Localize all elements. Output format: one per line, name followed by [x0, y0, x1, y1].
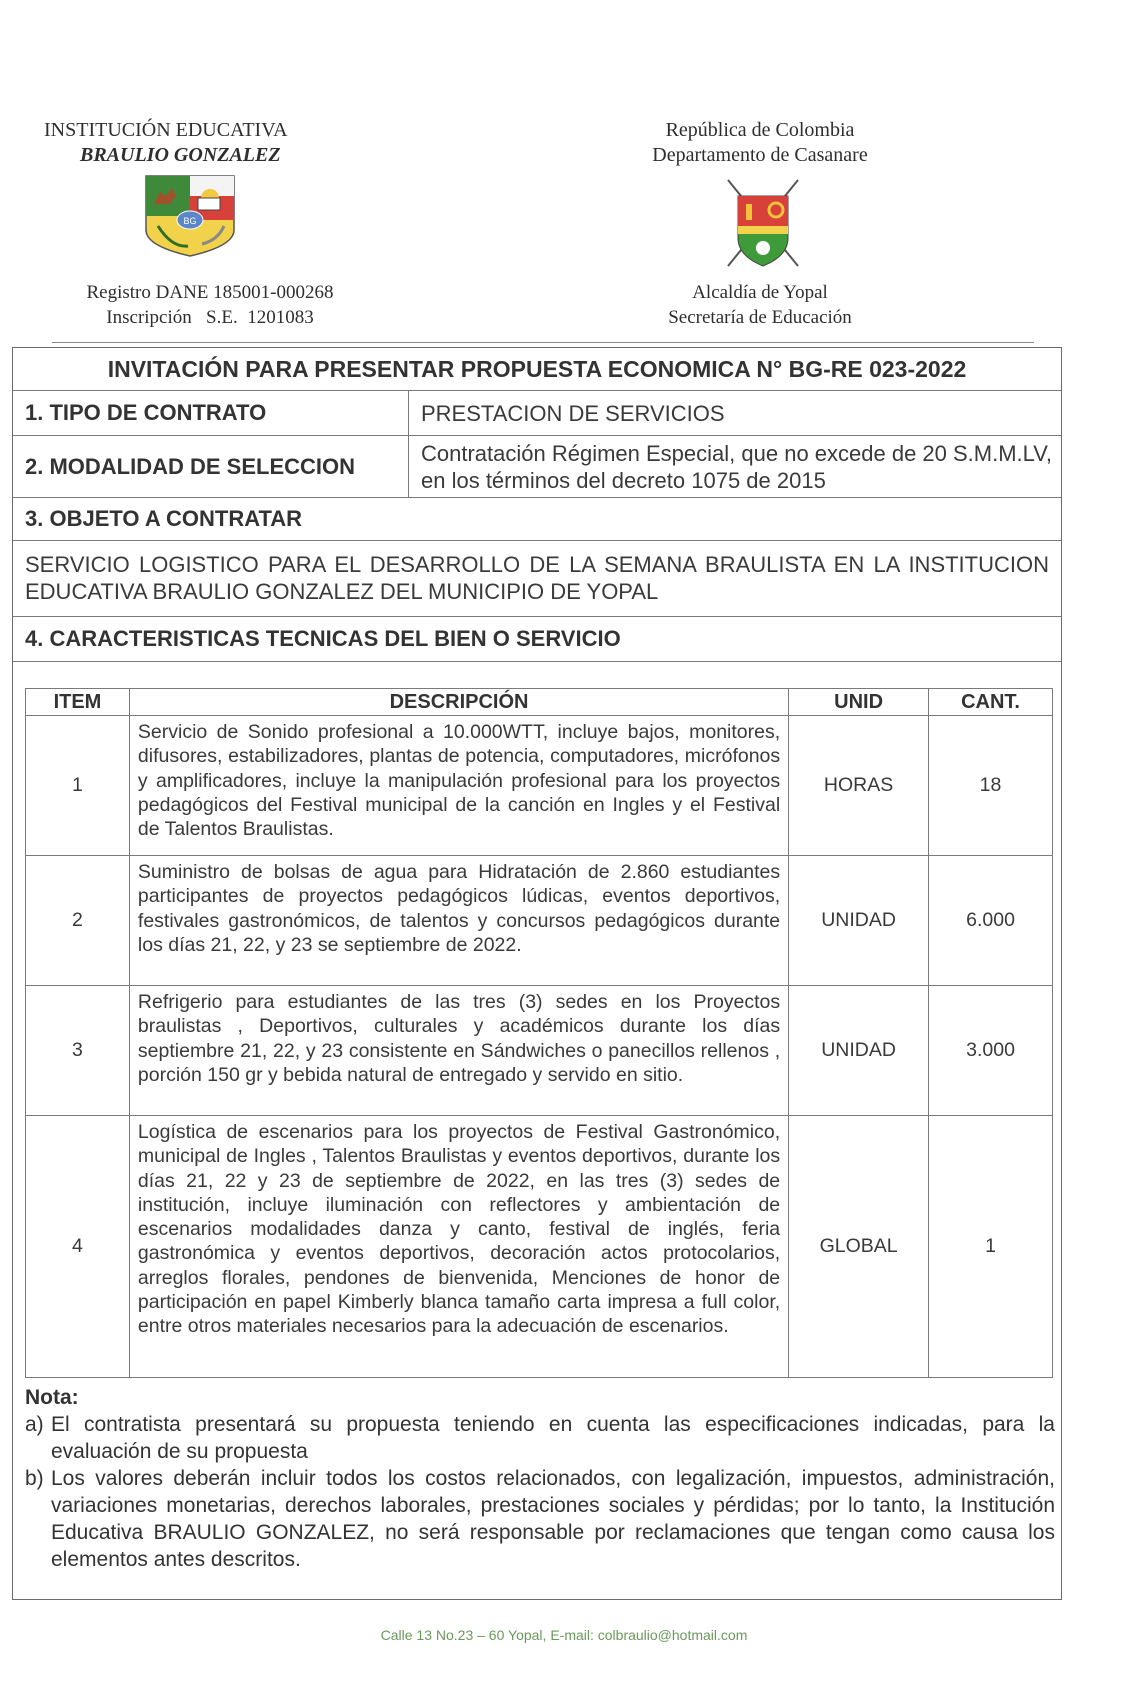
item-number: 4	[26, 1116, 130, 1378]
header-item: ITEM	[26, 689, 130, 716]
document-title: INVITACIÓN PARA PRESENTAR PROPUESTA ECONOMICA N° BG-RE 023-2022	[13, 348, 1061, 391]
alcaldia-block	[630, 280, 890, 330]
section-objeto	[13, 498, 1061, 541]
item-unit: UNIDAD	[789, 856, 929, 986]
item-quantity: 3.000	[929, 986, 1053, 1116]
inscripcion-se: Inscripción S.E. 1201083	[106, 307, 314, 328]
item-number: 1	[26, 716, 130, 856]
institution-line: INSTITUCIÓN EDUCATIVA	[44, 119, 288, 141]
table-row	[26, 716, 1053, 856]
objeto-label: 3. OBJETO A CONTRATAR	[25, 506, 303, 531]
item-unit: UNIDAD	[789, 986, 929, 1116]
svg-text:BG: BG	[183, 216, 197, 226]
modalidad-label: 2. MODALIDAD DE SELECCION	[13, 436, 409, 497]
institution-name: BRAULIO GONZALEZ	[80, 144, 281, 166]
table-row	[26, 856, 1053, 986]
header-divider	[52, 342, 1034, 343]
item-description: Servicio de Sonido profesional a 10.000WTT, incluye bajos, monitores, difusores, estabilizadores, plantas de potencia, computadores, micrófonos y amplificadores, incluye la manipulación profesional para los proyectos pedagógicos del Festival municipal de la canción en Ingles y el Festival de Talentos Braulistas.	[129, 716, 788, 856]
note-text: Los valores deberán incluir todos los costos relacionados, con legalización, impuestos, administración, variaciones monetarias, derechos laborales, prestaciones sociales y pérdidas; por lo tanto, la Institución Educativa BRAULIO GONZALEZ, no será responsable por reclamaciones que tengan como causa los elementos antes descritos.	[51, 1467, 1055, 1571]
tipo-contrato-value: PRESTACION DE SERVICIOS	[421, 400, 725, 426]
item-quantity: 18	[929, 716, 1053, 856]
item-number: 3	[26, 986, 130, 1116]
section-tipo-contrato	[13, 391, 1061, 436]
header-descripcion: DESCRIPCIÓN	[129, 689, 788, 716]
item-description: Logística de escenarios para los proyectos de Festival Gastronómico, municipal de Ingles , Talentos Braulistas y eventos deportivos, durante los días 21, 22 y 23 de septiembre de 2022, en las tres (3) sedes de institución, incluye iluminación con reflectores y ambientación de escenarios modalidades danza y canto, festival de inglés, feria gastronómica y eventos deportivos, decoración actos protocolarios, arreglos florales, pendones de bienvenida, Menciones de honor de participación en papel Kimberly blanca tamaño carta impresa a full color, entre otros materiales necesarios para la adecuación de escenarios.	[129, 1116, 788, 1378]
header-unid: UNID	[789, 689, 929, 716]
section-caracteristicas	[13, 617, 1061, 662]
casanare-coat-of-arms-icon	[722, 176, 804, 270]
note-marker: a)	[25, 1413, 44, 1436]
objeto-value: SERVICIO LOGISTICO PARA EL DESARROLLO DE LA SEMANA BRAULISTA EN LA INSTITUCION EDUCATIVA BRAULIO GONZALEZ DEL MUNICIPIO DE YOPAL	[25, 552, 1049, 604]
note-text: El contratista presentará su propuesta teniendo en cuenta las especificaciones indicadas, para la evaluación de su propuesta	[51, 1413, 1055, 1463]
item-unit: HORAS	[789, 716, 929, 856]
items-table	[25, 688, 1053, 1378]
header-cant: CANT.	[929, 689, 1053, 716]
note-item	[25, 1465, 1055, 1573]
section-modalidad	[13, 436, 1061, 498]
alcaldia-label: Alcaldía de Yopal	[692, 282, 828, 303]
school-crest-icon	[144, 174, 236, 258]
table-row	[26, 1116, 1053, 1378]
caracteristicas-label: 4. CARACTERISTICAS TECNICAS DEL BIEN O SERVICIO	[25, 626, 621, 651]
invitation-form	[12, 347, 1062, 1600]
registro-dane: Registro DANE 185001-000268	[86, 282, 334, 303]
modalidad-value: Contratación Régimen Especial, que no excede de 20 S.M.M.LV, en los términos del decreto 1075 de 2015	[421, 440, 1053, 493]
item-quantity: 6.000	[929, 856, 1053, 986]
item-unit: GLOBAL	[789, 1116, 929, 1378]
notes-title: Nota:	[25, 1386, 79, 1409]
republica-label: República de Colombia	[665, 119, 855, 141]
notes-section	[25, 1384, 1055, 1573]
government-header	[640, 118, 880, 328]
departamento-label: Departamento de Casanare	[652, 144, 868, 166]
table-row	[26, 986, 1053, 1116]
objeto-description	[13, 541, 1061, 617]
item-number: 2	[26, 856, 130, 986]
item-description: Refrigerio para estudiantes de las tres (3) sedes en los Proyectos braulistas , Deportivos, culturales y académicos durante los días septiembre 21, 22, y 23 consistente en Sándwiches o panecillos rellenos , porción 150 gr y bebida natural de entregado y servido en sitio.	[129, 986, 788, 1116]
tipo-contrato-label: 1. TIPO DE CONTRATO	[13, 391, 409, 435]
footer-address: Calle 13 No.23 – 60 Yopal, E-mail: colbraulio@hotmail.com	[380, 1627, 748, 1643]
table-header-row	[26, 689, 1053, 716]
note-item	[25, 1411, 1055, 1465]
registration-info	[40, 280, 380, 330]
item-quantity: 1	[929, 1116, 1053, 1378]
secretaria-label: Secretaría de Educación	[668, 307, 852, 328]
note-marker: b)	[25, 1467, 44, 1490]
item-description: Suministro de bolsas de agua para Hidratación de 2.860 estudiantes participantes de proyectos pedagógicos lúdicas, eventos deportivos, festivales gastronómicos, de talentos y concursos pedagógicos durante los días 21, 22, y 23 se septiembre de 2022.	[129, 856, 788, 986]
